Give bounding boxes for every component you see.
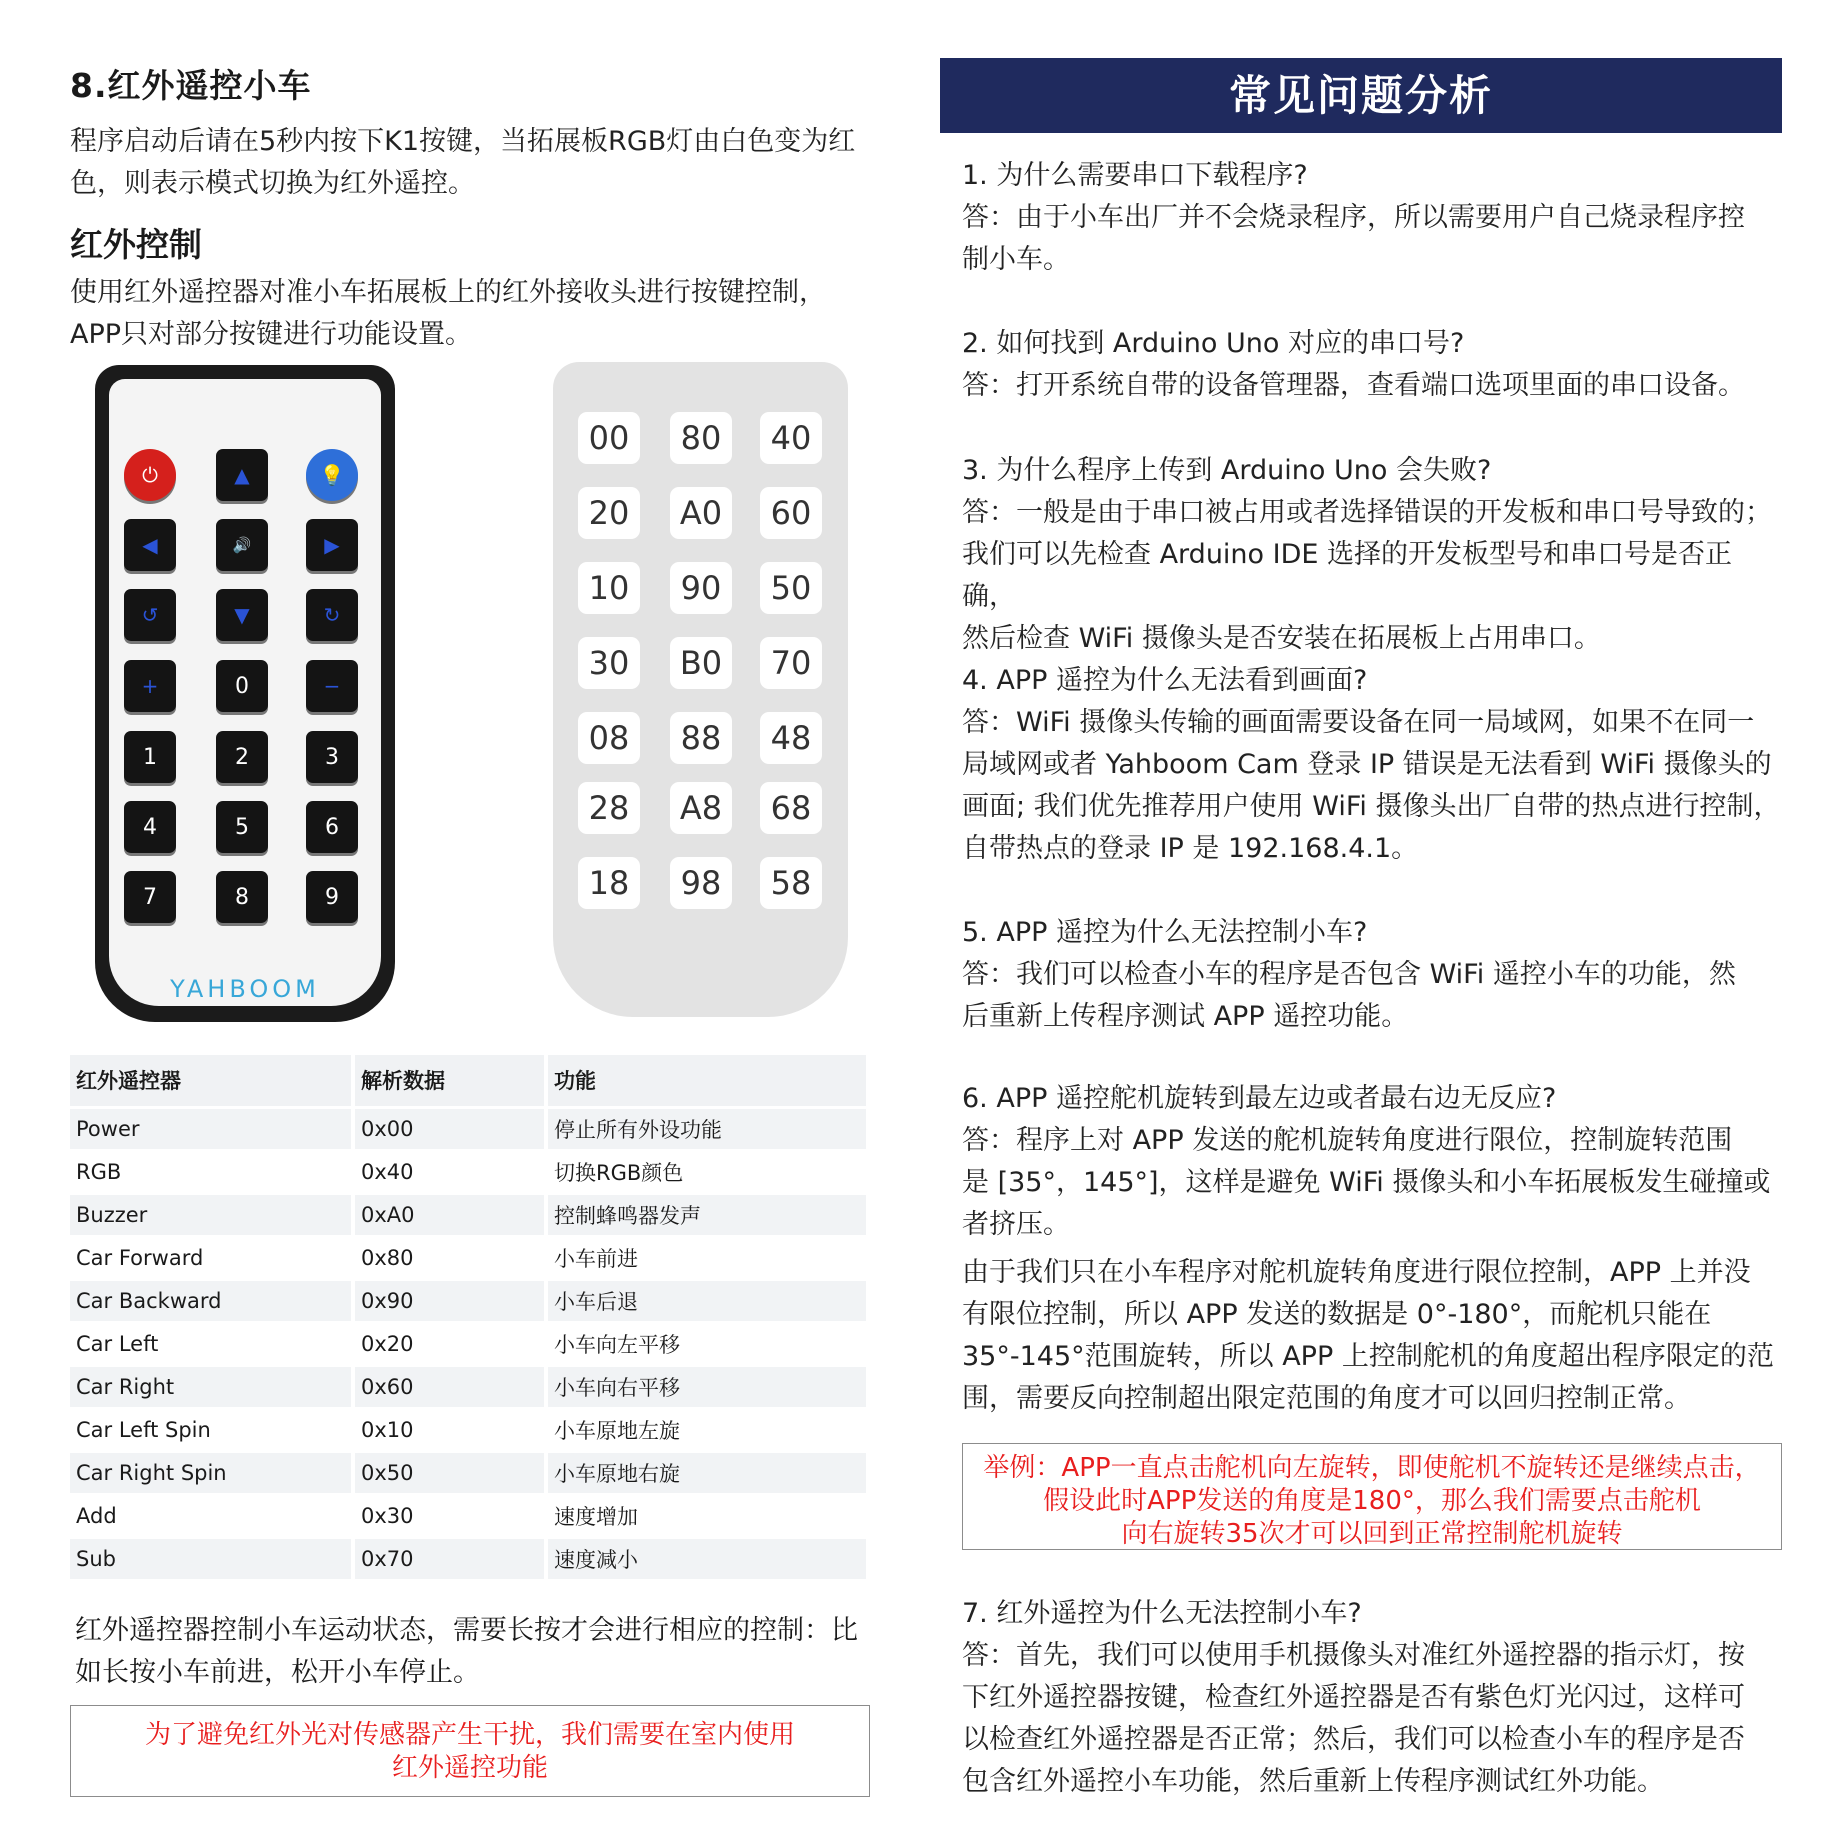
faq-line: 包含红外遥控小车功能，然后重新上传程序测试红外功能。	[962, 1766, 1664, 1797]
table-cell: RGB	[70, 1150, 353, 1193]
faq-line: 制小车。	[962, 244, 1070, 275]
table-header: 功能	[546, 1055, 868, 1107]
left-column	[70, 60, 870, 356]
remote-key-plus: +	[124, 660, 176, 712]
ir-code-cell: B0	[670, 637, 732, 689]
table-cell: 0x90	[353, 1279, 546, 1322]
table-cell: Sub	[70, 1537, 353, 1580]
faq-line: 者挤压。	[962, 1209, 1070, 1240]
table-row	[70, 1322, 868, 1365]
table-cell: Car Right Spin	[70, 1451, 353, 1494]
ir-code-cell: A8	[670, 782, 732, 834]
table-row	[70, 1494, 868, 1537]
table-cell: Add	[70, 1494, 353, 1537]
table-cell: Power	[70, 1107, 353, 1150]
ir-code-panel	[553, 362, 848, 1017]
after-table-line: 红外遥控器控制小车运动状态，需要长按才会进行相应的控制：比	[75, 1615, 858, 1646]
sub-text-line-1: 使用红外遥控器对准小车拓展板上的红外接收头进行按键控制，	[70, 277, 826, 308]
ir-mapping-table	[70, 1055, 870, 1582]
faq-line: 围，需要反向控制超出限定范围的角度才可以回归控制正常。	[962, 1383, 1691, 1414]
faq-line: 答：由于小车出厂并不会烧录程序，所以需要用户自己烧录程序控	[962, 202, 1745, 233]
table-row	[70, 1193, 868, 1236]
faq-item-1	[962, 155, 1782, 281]
table-cell: Car Right	[70, 1365, 353, 1408]
faq-item-6-extra	[962, 1252, 1782, 1420]
example-note-box	[962, 1443, 1782, 1550]
faq-line: 答：程序上对 APP 发送的舵机旋转角度进行限位，控制旋转范围	[962, 1125, 1733, 1156]
table-cell: 0x10	[353, 1408, 546, 1451]
table-row	[70, 1408, 868, 1451]
intro-line-1: 程序启动后请在5秒内按下K1按键，当拓展板RGB灯由白色变为红	[70, 126, 856, 157]
faq-line-first: 2. 如何找到 Arduino Uno 对应的串口号?	[962, 328, 1465, 359]
table-cell: 小车原地左旋	[546, 1408, 868, 1451]
table-cell: Car Forward	[70, 1236, 353, 1279]
table-row	[70, 1150, 868, 1193]
ir-code-cell: 18	[578, 857, 640, 909]
ir-code-cell: 10	[578, 562, 640, 614]
ir-code-cell: 68	[760, 782, 822, 834]
faq-line: 答：一般是由于串口被占用或者选择错误的开发板和串口号导致的；	[962, 497, 1772, 528]
table-cell: 停止所有外设功能	[546, 1107, 868, 1150]
table-row	[70, 1236, 868, 1279]
remote-key-k1: 1	[124, 731, 176, 783]
faq-line: 然后检查 WiFi 摄像头是否安装在拓展板上占用串口。	[962, 623, 1601, 654]
remote-face	[109, 379, 381, 1006]
faq-line-first: 3. 为什么程序上传到 Arduino Uno 会失败?	[962, 455, 1492, 486]
faq-item-6	[962, 1078, 1782, 1246]
faq-line-first: 4. APP 遥控为什么无法看到画面?	[962, 665, 1368, 696]
table-cell: 小车向右平移	[546, 1365, 868, 1408]
faq-line: 答：首先，我们可以使用手机摄像头对准红外遥控器的指示灯，按	[962, 1640, 1745, 1671]
table-header: 红外遥控器	[70, 1055, 353, 1107]
remote-key-left: ◀	[124, 519, 176, 571]
sub-text-line-2: APP只对部分按键进行功能设置。	[70, 319, 473, 350]
remote-key-k5: 5	[216, 801, 268, 853]
table-cell: Car Backward	[70, 1279, 353, 1322]
table-cell: Car Left Spin	[70, 1408, 353, 1451]
remote-key-k8: 8	[216, 871, 268, 923]
ir-code-cell: 70	[760, 637, 822, 689]
remote-key-k9: 9	[306, 871, 358, 923]
table-cell: 小车向左平移	[546, 1322, 868, 1365]
remote-key-up: ▲	[216, 449, 268, 501]
remote-key-k2: 2	[216, 731, 268, 783]
remote-key-k6: 6	[306, 801, 358, 853]
faq-line-first: 7. 红外遥控为什么无法控制小车?	[962, 1598, 1362, 1629]
ir-code-cell: 00	[578, 412, 640, 464]
table-row	[70, 1537, 868, 1580]
faq-line: 答：打开系统自带的设备管理器，查看端口选项里面的串口设备。	[962, 370, 1745, 401]
table-cell: 速度增加	[546, 1494, 868, 1537]
table-cell: 0x40	[353, 1150, 546, 1193]
table-cell: Car Left	[70, 1322, 353, 1365]
table-cell: 0xA0	[353, 1193, 546, 1236]
remote-brand-logo: YAHBOOM	[170, 975, 320, 1003]
ir-code-cell: 50	[760, 562, 822, 614]
ir-code-cell: 80	[670, 412, 732, 464]
faq-line: 后重新上传程序测试 APP 遥控功能。	[962, 1001, 1409, 1032]
remote-key-right: ▶	[306, 519, 358, 571]
table-cell: 0x30	[353, 1494, 546, 1537]
table-row	[70, 1107, 868, 1150]
remote-key-k3: 3	[306, 731, 358, 783]
table-cell: 0x00	[353, 1107, 546, 1150]
remote-key-power: ⏻	[124, 449, 176, 501]
ir-code-cell: 30	[578, 637, 640, 689]
faq-line: 答：我们可以检查小车的程序是否包含 WiFi 遥控小车的功能，然	[962, 959, 1736, 990]
ir-code-cell: 90	[670, 562, 732, 614]
faq-banner: 常见问题分析	[940, 58, 1782, 133]
remote-key-minus: −	[306, 660, 358, 712]
faq-item-4	[962, 660, 1782, 870]
remote-key-light: 💡	[306, 449, 358, 501]
ir-code-cell: 08	[578, 712, 640, 764]
faq-line: 35°-145°范围旋转，所以 APP 上控制舵机的角度超出程序限定的范	[962, 1341, 1774, 1372]
remote-key-k7: 7	[124, 871, 176, 923]
faq-item-7	[962, 1593, 1782, 1803]
after-table-text	[75, 1610, 875, 1694]
indoor-note-box	[70, 1705, 870, 1797]
faq-line: 我们可以先检查 Arduino IDE 选择的开发板型号和串口号是否正确，	[962, 539, 1733, 612]
table-cell: 切换RGB颜色	[546, 1150, 868, 1193]
faq-line: 有限位控制，所以 APP 发送的数据是 0°-180°，而舵机只能在	[962, 1299, 1712, 1330]
table-cell: 控制蜂鸣器发声	[546, 1193, 868, 1236]
faq-line-first: 6. APP 遥控舵机旋转到最左边或者最右边无反应?	[962, 1083, 1557, 1114]
table-cell: 小车前进	[546, 1236, 868, 1279]
ir-code-cell: 60	[760, 487, 822, 539]
table-cell: 小车原地右旋	[546, 1451, 868, 1494]
ir-code-cell: 20	[578, 487, 640, 539]
table-cell: 0x80	[353, 1236, 546, 1279]
faq-line-first: 5. APP 遥控为什么无法控制小车?	[962, 917, 1368, 948]
table-cell: 小车后退	[546, 1279, 868, 1322]
faq-item-5	[962, 912, 1782, 1038]
ir-code-cell: 98	[670, 857, 732, 909]
table-row	[70, 1365, 868, 1408]
faq-line: 答：WiFi 摄像头传输的画面需要设备在同一局域网，如果不在同一	[962, 707, 1755, 738]
faq-line: 是 [35°，145°]，这样是避免 WiFi 摄像头和小车拓展板发生碰撞或	[962, 1167, 1771, 1198]
ir-remote-image	[95, 365, 395, 1022]
table-cell: Buzzer	[70, 1193, 353, 1236]
faq-line: 画面; 我们优先推荐用户使用 WiFi 摄像头出厂自带的热点进行控制，	[962, 791, 1781, 822]
ir-code-cell: 28	[578, 782, 640, 834]
section-title: 8.红外遥控小车	[70, 66, 312, 105]
intro-line-2: 色，则表示模式切换为红外遥控。	[70, 168, 475, 199]
after-table-line: 如长按小车前进，松开小车停止。	[75, 1657, 480, 1688]
example-line: 假设此时APP发送的角度是180°，那么我们需要点击舵机	[1043, 1486, 1701, 1516]
ir-code-cell: 40	[760, 412, 822, 464]
note-line: 红外遥控功能	[391, 1753, 548, 1783]
remote-key-spin-right: ↻	[306, 589, 358, 641]
faq-line-first: 由于我们只在小车程序对舵机旋转角度进行限位控制，APP 上并没	[962, 1257, 1751, 1288]
ir-code-cell: 88	[670, 712, 732, 764]
ir-code-cell: A0	[670, 487, 732, 539]
faq-line: 以检查红外遥控器是否正常；然后，我们可以检查小车的程序是否	[962, 1724, 1745, 1755]
remote-key-spin-left: ↺	[124, 589, 176, 641]
ir-code-cell: 48	[760, 712, 822, 764]
note-line: 为了避免红外光对传感器产生干扰，我们需要在室内使用	[144, 1720, 795, 1750]
table-row	[70, 1451, 868, 1494]
faq-line-first: 1. 为什么需要串口下载程序?	[962, 160, 1308, 191]
faq-item-2	[962, 323, 1782, 407]
table-cell: 0x20	[353, 1322, 546, 1365]
faq-line: 下红外遥控器按键，检查红外遥控器是否有紫色灯光闪过，这样可	[962, 1682, 1745, 1713]
table-row	[70, 1279, 868, 1322]
remote-key-down: ▼	[216, 589, 268, 641]
remote-key-k4: 4	[124, 801, 176, 853]
faq-line: 局域网或者 Yahboom Cam 登录 IP 错误是无法看到 WiFi 摄像头的	[962, 749, 1772, 780]
example-line: 向右旋转35次才可以回到正常控制舵机旋转	[1121, 1519, 1623, 1549]
table-cell: 0x70	[353, 1537, 546, 1580]
table-cell: 速度减小	[546, 1537, 868, 1580]
example-line: 举例：APP一直点击舵机向左旋转，即使舵机不旋转还是继续点击，	[983, 1453, 1761, 1483]
table-cell: 0x50	[353, 1451, 546, 1494]
faq-item-3	[962, 450, 1782, 660]
remote-key-sound: 🔊	[216, 519, 268, 571]
ir-code-cell: 58	[760, 857, 822, 909]
sub-title: 红外控制	[70, 225, 202, 264]
table-header: 解析数据	[353, 1055, 546, 1107]
remote-key-zero: 0	[216, 660, 268, 712]
table-cell: 0x60	[353, 1365, 546, 1408]
faq-line: 自带热点的登录 IP 是 192.168.4.1。	[962, 833, 1419, 864]
